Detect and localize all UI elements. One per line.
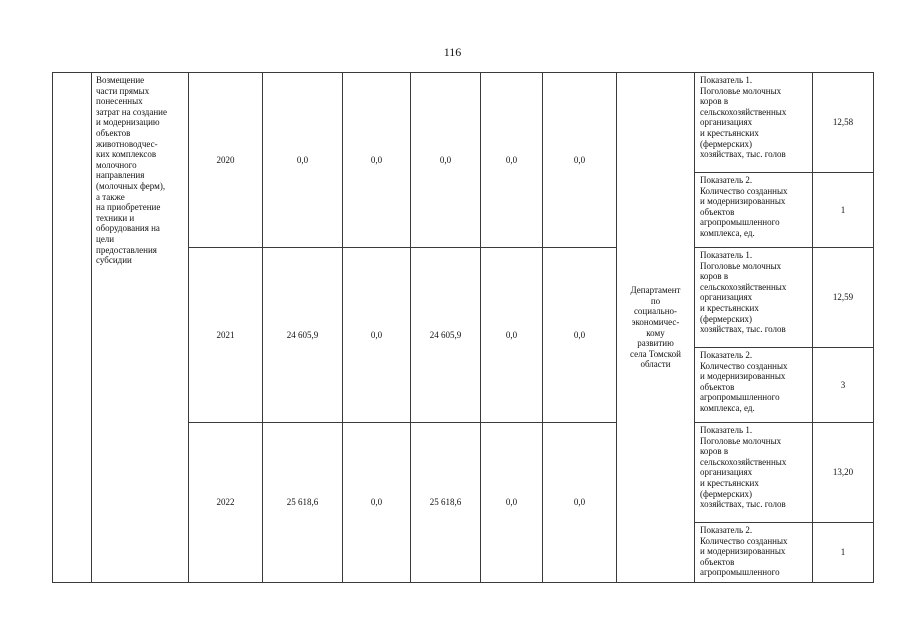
indicator-1-cell bbox=[695, 73, 813, 173]
indicator-line: сельскохозяйственных bbox=[700, 281, 787, 292]
indicator-line: агропромышленного bbox=[700, 392, 780, 403]
program-table bbox=[52, 72, 874, 583]
activity-name-line: предоставления bbox=[96, 244, 157, 255]
indicator-line: объектов bbox=[700, 556, 735, 567]
regional-funding-cell: 24 605,9 bbox=[411, 248, 481, 423]
activity-name-line: объектов bbox=[96, 127, 131, 138]
regional-funding-cell: 25 618,6 bbox=[411, 423, 481, 583]
activity-name-line: оборудования на bbox=[96, 223, 160, 234]
indicator-line: хозяйствах, тыс. голов bbox=[700, 324, 786, 335]
local-funding-cell: 0,0 bbox=[481, 423, 543, 583]
indicator-line: Показатель 1. bbox=[700, 250, 753, 260]
indicator-line: Количество созданных bbox=[700, 360, 788, 371]
activity-name bbox=[92, 73, 189, 583]
department-line: развитию bbox=[637, 338, 674, 349]
activity-name-line: затрат на создание bbox=[96, 106, 167, 117]
indicator-line: (фермерских) bbox=[700, 313, 753, 324]
department-line: области bbox=[640, 359, 671, 370]
indicator-line: Показатель 2. bbox=[700, 350, 753, 360]
indicator-line: и модернизированных bbox=[700, 196, 786, 207]
other-funding-cell: 0,0 bbox=[543, 423, 617, 583]
other-funding-cell: 0,0 bbox=[543, 73, 617, 248]
indicator-line: Показатель 1. bbox=[700, 75, 753, 85]
indicator-2-value: 3 bbox=[813, 348, 874, 423]
indicator-line: и крестьянских bbox=[700, 477, 759, 488]
indicator-line: организациях bbox=[700, 117, 753, 128]
indicator-line: объектов bbox=[700, 381, 735, 392]
indicator-line: организациях bbox=[700, 467, 753, 478]
activity-name-line: и модернизацию bbox=[96, 117, 160, 128]
indicator-line: (фермерских) bbox=[700, 138, 753, 149]
activity-name-line: направления bbox=[96, 170, 145, 181]
federal-funding-cell: 0,0 bbox=[343, 248, 411, 423]
indicator-line: Количество созданных bbox=[700, 535, 788, 546]
activity-name-line: Возмещение bbox=[96, 75, 145, 85]
indicator-line: Поголовье молочных bbox=[700, 435, 782, 446]
other-funding-cell: 0,0 bbox=[543, 248, 617, 423]
activity-name-line: субсидии bbox=[96, 255, 132, 266]
indicator-line: и крестьянских bbox=[700, 127, 759, 138]
department-line: социально- bbox=[633, 306, 678, 317]
regional-funding-cell: 0,0 bbox=[411, 73, 481, 248]
indicator-2-cell bbox=[695, 523, 813, 583]
activity-name-line: молочного bbox=[96, 159, 137, 170]
indicator-line: сельскохозяйственных bbox=[700, 456, 787, 467]
row-number-cell bbox=[53, 73, 92, 583]
indicator-line: коров в bbox=[700, 271, 729, 282]
department-line: по bbox=[650, 295, 661, 306]
indicator-line: коров в bbox=[700, 446, 729, 457]
activity-name-line: на приобретение bbox=[96, 202, 161, 213]
department-line: экономичес- bbox=[631, 316, 680, 327]
activity-name-line: ких комплексов bbox=[96, 149, 157, 160]
indicator-1-cell bbox=[695, 248, 813, 348]
indicator-2-value: 1 bbox=[813, 173, 874, 248]
indicator-line: комплекса, ед. bbox=[700, 227, 755, 238]
activity-name-line: части прямых bbox=[96, 85, 150, 96]
indicator-line: Количество созданных bbox=[700, 185, 788, 196]
total-funding-cell: 25 618,6 bbox=[263, 423, 343, 583]
federal-funding-cell: 0,0 bbox=[343, 423, 411, 583]
indicator-2-value: 1 bbox=[813, 523, 874, 583]
indicator-line: объектов bbox=[700, 206, 735, 217]
activity-name-line: цели bbox=[96, 233, 115, 244]
indicator-line: Показатель 1. bbox=[700, 425, 753, 435]
activity-name-line: техники и bbox=[96, 212, 135, 223]
indicator-line: и модернизированных bbox=[700, 546, 786, 557]
indicator-line: агропромышленного bbox=[700, 567, 780, 578]
activity-name-line: (молочных ферм), bbox=[96, 180, 166, 191]
activity-name-line: животноводчес- bbox=[96, 138, 158, 149]
activity-name-line: а также bbox=[96, 191, 125, 202]
indicator-2-cell bbox=[695, 173, 813, 248]
department-line: Департамент bbox=[630, 285, 681, 296]
indicator-line: хозяйствах, тыс. голов bbox=[700, 499, 786, 510]
indicator-line: Показатель 2. bbox=[700, 525, 753, 535]
department-line: села Томской bbox=[630, 348, 681, 359]
indicator-1-value: 12,59 bbox=[813, 248, 874, 348]
indicator-line: и крестьянских bbox=[700, 302, 759, 313]
indicator-1-value: 12,58 bbox=[813, 73, 874, 173]
indicator-line: Поголовье молочных bbox=[700, 260, 782, 271]
indicator-line: Поголовье молочных bbox=[700, 85, 782, 96]
department-line: кому bbox=[646, 327, 665, 338]
indicator-2-cell bbox=[695, 348, 813, 423]
total-funding-cell: 0,0 bbox=[263, 73, 343, 248]
local-funding-cell: 0,0 bbox=[481, 73, 543, 248]
year-cell: 2021 bbox=[189, 248, 263, 423]
indicator-line: сельскохозяйственных bbox=[700, 106, 787, 117]
year-cell: 2020 bbox=[189, 73, 263, 248]
indicator-line: Показатель 2. bbox=[700, 175, 753, 185]
federal-funding-cell: 0,0 bbox=[343, 73, 411, 248]
indicator-line: организациях bbox=[700, 292, 753, 303]
indicator-line: комплекса, ед. bbox=[700, 402, 755, 413]
total-funding-cell: 24 605,9 bbox=[263, 248, 343, 423]
local-funding-cell: 0,0 bbox=[481, 248, 543, 423]
page-number: 116 bbox=[443, 45, 462, 59]
indicator-line: и модернизированных bbox=[700, 371, 786, 382]
indicator-line: хозяйствах, тыс. голов bbox=[700, 149, 786, 160]
activity-name-line: понесенных bbox=[96, 96, 143, 107]
department-cell bbox=[617, 73, 695, 583]
indicator-1-cell bbox=[695, 423, 813, 523]
year-cell: 2022 bbox=[189, 423, 263, 583]
indicator-line: агропромышленного bbox=[700, 217, 780, 228]
indicator-line: коров в bbox=[700, 96, 729, 107]
indicator-1-value: 13,20 bbox=[813, 423, 874, 523]
indicator-line: (фермерских) bbox=[700, 488, 753, 499]
